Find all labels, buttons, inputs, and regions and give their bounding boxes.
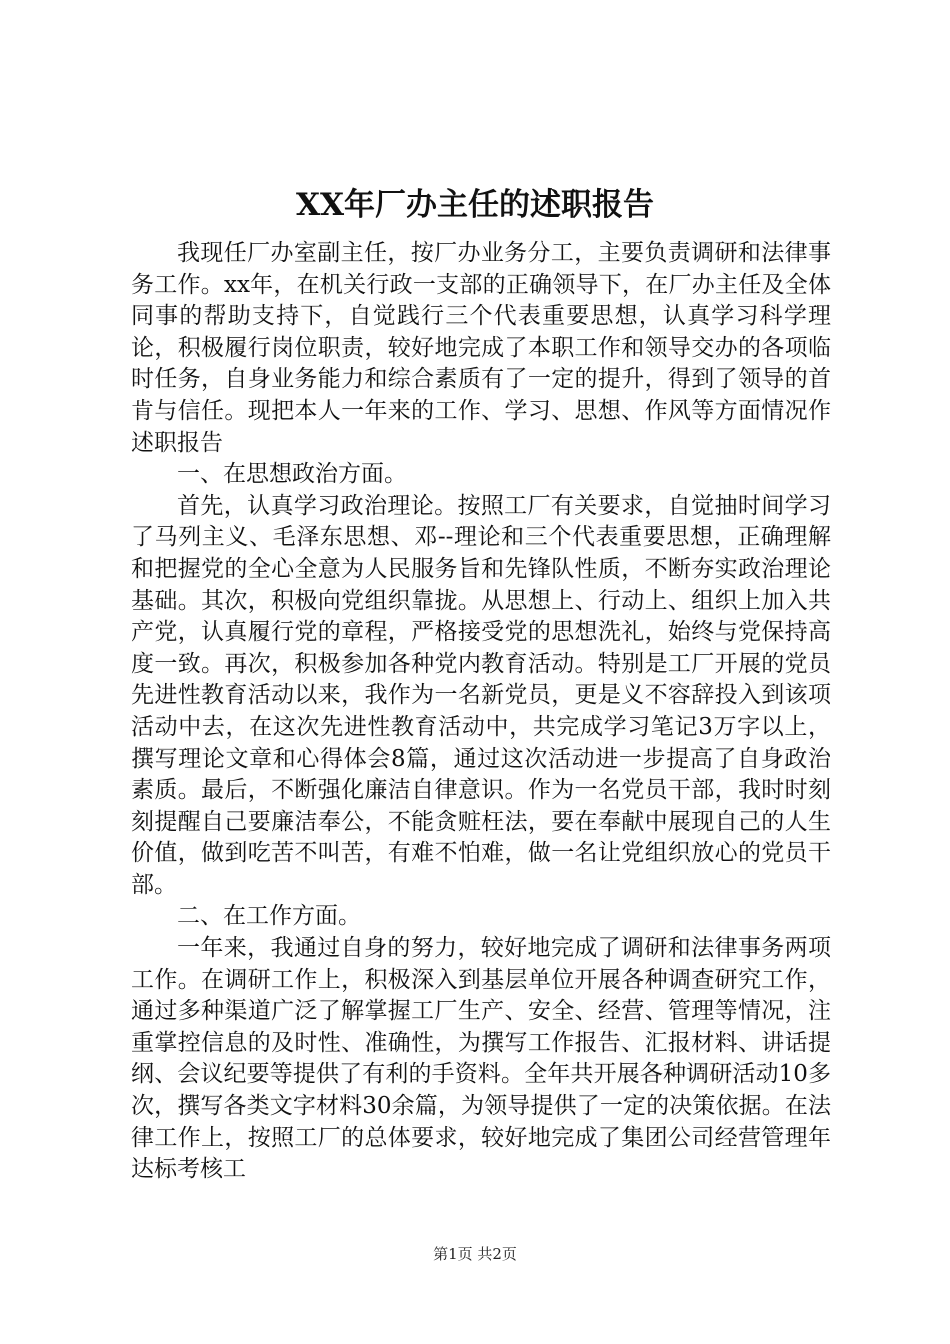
document-body [131,238,831,1186]
section-heading-work: 二、在工作方面。 [177,903,361,930]
paragraph-work: 一年来，我通过自身的努力，较好地完成了调研和法律事务两项工作。在调研工作上，积极深入到基层单位开展各种调查研究工作，通过多种渠道广泛了解掌握工厂生产、安全、经营、管理等情况，注重掌控信息的及时性、准确性，为撰写工作报告、汇报材料、讲话提纲、会议纪要等提供了有利的手资料。全年共开展各种调研活动10多次，撰写各类文字材料30余篇，为领导提供了一定的决策依据。在法律工作上，按照工厂的总体要求，较好地完成了集团公司经营管理年达标考核工 [131,935,831,1183]
paragraph-intro: 我现任厂办室副主任，按厂办业务分工，主要负责调研和法律事务工作。xx年，在机关行政一支部的正确领导下，在厂办主任及全体同事的帮助支持下，自觉践行三个代表重要思想，认真学习科学理论，积极履行岗位职责，较好地完成了本职工作和领导交办的各项临时任务，自身业务能力和综合素质有了一定的提升，得到了领导的首肯与信任。现把本人一年来的工作、学习、思想、作风等方面情况作述职报告 [131,240,831,456]
page-number-footer: 第1页 共2页 [433,1245,517,1263]
paragraph-political: 首先，认真学习政治理论。按照工厂有关要求，自觉抽时间学习了马列主义、毛泽东思想、邓--理论和三个代表重要思想，正确理解和把握党的全心全意为人民服务旨和先锋队性质，不断夯实政治理论基础。其次，积极向党组织靠拢。从思想上、行动上、组织上加入共产党，认真履行党的章程，严格接受党的思想洗礼，始终与党保持高度一致。再次，积极参加各种党内教育活动。特别是工厂开展的党员先进性教育活动以来，我作为一名新党员，更是义不容辞投入到该项活动中去，在这次先进性教育活动中，共完成学习笔记3万字以上，撰写理论文章和心得体会8篇，通过这次活动进一步提高了自身政治素质。最后，不断强化廉洁自律意识。作为一名党员干部，我时时刻刻提醒自己要廉洁奉公，不能贪赃枉法，要在奉献中展现自己的人生价值，做到吃苦不叫苦，有难不怕难，做一名让党组织放心的党员干部。 [131,492,831,898]
document-title: XX年厂办主任的述职报告 [295,187,655,223]
section-heading-political: 一、在思想政治方面。 [177,461,407,488]
